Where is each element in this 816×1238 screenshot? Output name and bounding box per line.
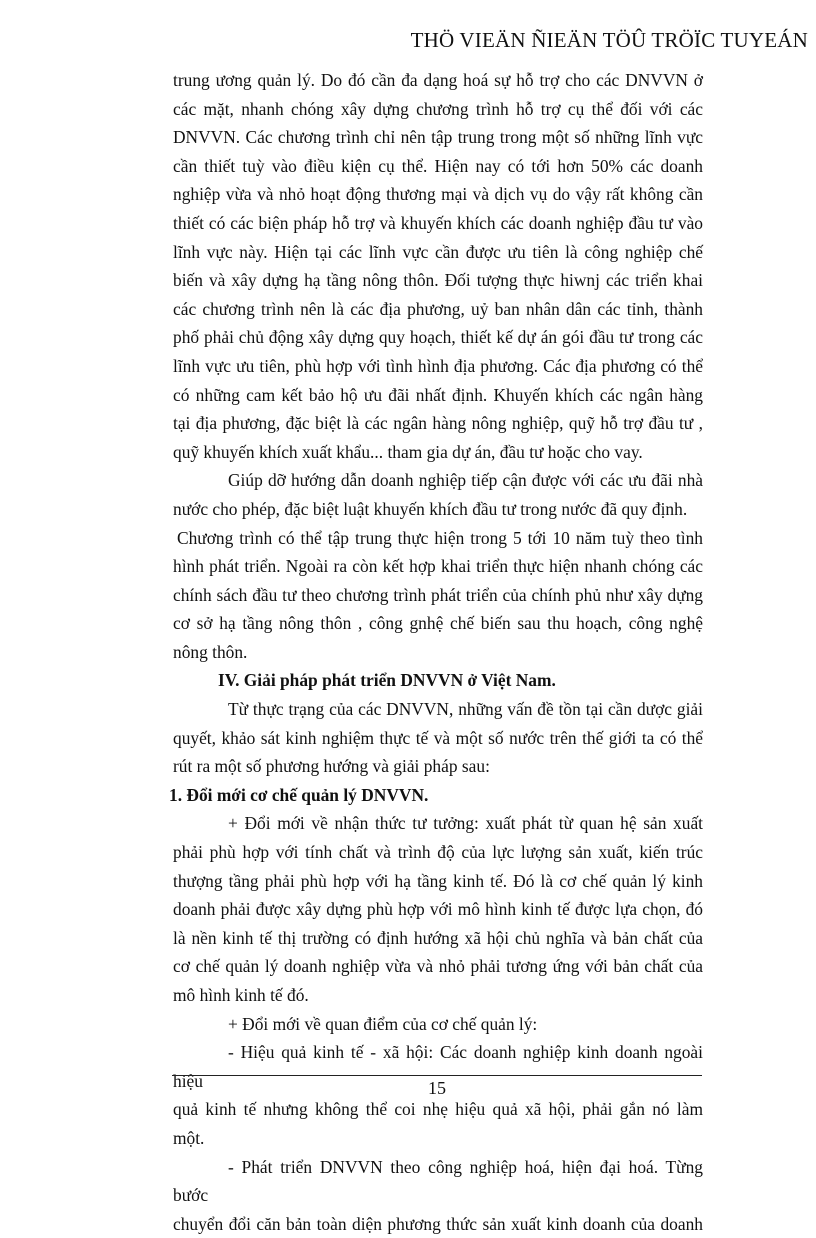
text-line: doanh phải được xây dựng phù hợp với mô hình kinh tế được lựa chọn, đó: [173, 899, 703, 920]
page-number: 15: [428, 1078, 446, 1098]
paragraph-program-duration: [173, 524, 703, 667]
text-line: chuyển đổi căn bản toàn diện phương thức sản xuất kinh doanh của doanh: [173, 1213, 703, 1234]
text-line: Giúp dỡ hướng dẫn doanh nghiệp tiếp cận được với các ưu đãi nhà: [228, 470, 703, 491]
text-line: cơ chế quản lý doanh nghiệp vừa và nhỏ phải tương ứng với bản chất của: [173, 956, 703, 977]
text-line: các mặt, nhanh chóng xây dựng chương trình hỗ trợ cụ thể đối với các: [173, 98, 703, 119]
text-line: nông thôn.: [173, 641, 248, 662]
footer-divider: [172, 1075, 702, 1076]
section-heading-iv: IV. Giải pháp phát triển DNVVN ở Việt Nam.: [218, 670, 556, 691]
text-line: thượng tầng phải phù hợp với hạ tầng kinh tế. Đó là cơ chế quản lý kinh: [173, 870, 703, 891]
text-line: nghiệp vừa và nhỏ hoạt động thương mại và dịch vụ do vậy rất không cần: [173, 184, 703, 205]
text-line: mô hình kinh tế đó.: [173, 985, 309, 1005]
text-line: là nền kinh tế thị trường có định hướng xã hội chủ nghĩa và bản chất của: [173, 927, 703, 948]
paragraph-industrialization: [173, 1153, 703, 1238]
text-line: một.: [173, 1127, 205, 1148]
text-line: phải phù hợp với tính chất và trình độ của lực lượng sản xuất, kiến trúc: [173, 842, 703, 863]
document-body: [169, 66, 703, 1238]
library-header: THÖ VIEÄN ÑIEÄN TÖÛ TRÖÏC TUYEÁN: [410, 28, 808, 52]
paragraph-guidance: [173, 466, 703, 523]
paragraph-support-programs: [173, 66, 703, 466]
text-line: quỹ khuyến khích xuất khẩu... tham gia dự án, đầu tư hoặc cho vay.: [173, 441, 643, 462]
text-line: chính sách đầu tư theo chương trình phát triển của chính phủ như xây dựng: [173, 584, 703, 605]
text-line: có những cam kết bảo hộ ưu đãi nhất định. Khuyến khích các ngân hàng: [173, 384, 703, 405]
text-line: quả kinh tế nhưng không thể coi nhẹ hiệu quả xã hội, phải gắn nó làm: [173, 1099, 703, 1120]
text-line: Chương trình có thể tập trung thực hiện trong 5 tới 10 năm tuỳ theo tình: [177, 527, 703, 548]
text-line: hình phát triển. Ngoài ra còn kết hợp khai triển thực hiện nhanh chóng các: [173, 556, 703, 577]
paragraph-viewpoint: [173, 1010, 703, 1039]
text-line: phố phải chủ động xây dựng quy hoạch, thiết kế dự án gói đầu tư trong các: [173, 327, 703, 348]
text-line: cơ sở hạ tầng nông thôn , công gnhệ chế biến sau thu hoạch, công nghệ: [173, 613, 703, 634]
text-line: các chương trình nên là các địa phương, uỷ ban nhân dân các tỉnh, thành: [173, 298, 703, 319]
text-line: cần thiết tuỳ vào điều kiện cụ thể. Hiện nay có tới hơn 50% các doanh: [173, 155, 703, 176]
text-line: Từ thực trạng của các DNVVN, những vấn đề tồn tại cần dược giải: [228, 699, 703, 720]
paragraph-introduction: [173, 695, 703, 781]
text-line: nước cho phép, đặc biệt luật khuyến khích đầu tư trong nước đã quy định.: [173, 498, 688, 519]
text-line: + Đổi mới về nhận thức tư tưởng: xuất phát từ quan hệ sản xuất: [228, 813, 703, 834]
text-line: quyết, khảo sát kinh nghiệm thực tế và một số nước trên thế giới ta có thể: [173, 727, 703, 748]
text-line: thiết có các biện pháp hỗ trợ và khuyến khích các doanh nghiệp đầu tư vào: [173, 212, 703, 233]
text-line: rút ra một số phương hướng và giải pháp sau:: [173, 756, 490, 777]
text-line: DNVVN. Các chương trình chỉ nên tập trung trong một số những lĩnh vực: [173, 127, 703, 148]
text-line: - Hiệu quả kinh tế - xã hội: Các doanh nghiệp kinh doanh ngoài hiệu: [173, 1042, 703, 1091]
text-line: + Đổi mới về quan điểm của cơ chế quản lý:: [228, 1013, 538, 1034]
text-line: tại địa phương, đặc biệt là các ngân hàng nông nghiệp, quỹ hỗ trợ đầu tư ,: [173, 413, 703, 434]
text-line: lĩnh vực này. Hiện tại các lĩnh vực cần được ưu tiên là công nghiệp chế: [173, 241, 703, 262]
text-line: trung ương quản lý. Do đó cần đa dạng hoá sự hỗ trợ cho các DNVVN ở: [173, 70, 703, 90]
text-line: - Phát triển DNVVN theo công nghiệp hoá, hiện đại hoá. Từng bước: [173, 1156, 703, 1206]
text-line: lĩnh vực ưu tiên, phù hợp với tình hình địa phương. Các địa phương có thể: [173, 355, 703, 376]
text-line: biến và xây dựng hạ tầng nông thôn. Đối tượng thực hiwnj các triển khai: [173, 270, 703, 291]
paragraph-awareness: [173, 809, 703, 1009]
subsection-heading-1: 1. Đổi mới cơ chế quản lý DNVVN.: [169, 784, 429, 805]
